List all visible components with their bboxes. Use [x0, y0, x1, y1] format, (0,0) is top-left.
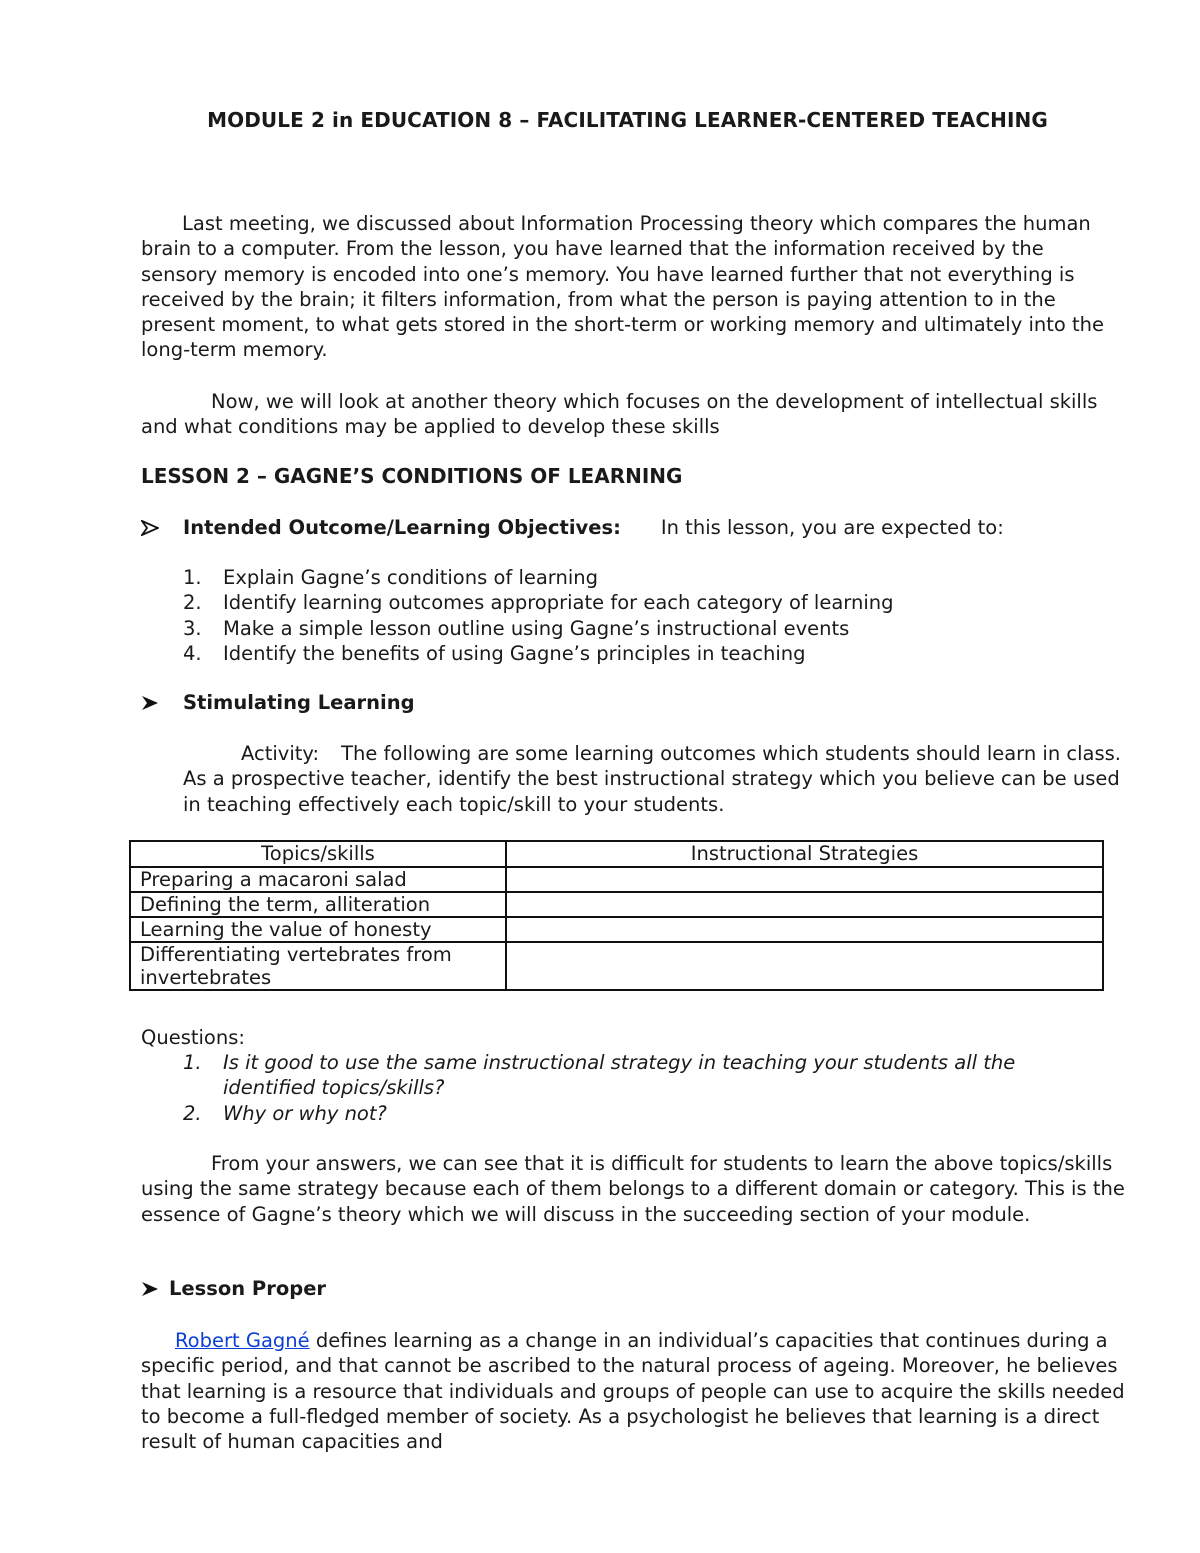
lesson-proper-text: defines learning as a change in an individual’s capacities that continues during a specific period, and that cannot be ascribed to the natural process of ageing. Moreover, he believes that learning is a resource that individuals and groups of people can use to acquire the skills needed to become a full-fledged member of society. As a psychologist he believes that learning is a direct result of human capacities and — [141, 1329, 1125, 1454]
stimulating-heading: Stimulating Learning — [183, 691, 415, 714]
transition-paragraph: Now, we will look at another theory which focuses on the development of intellectual skills and what conditions may be applied to develop these skills — [141, 390, 1098, 439]
questions-list — [183, 1050, 1113, 1126]
question-item: 1. Is it good to use the same instructional strategy in teaching your students all the identified topics/skills? — [183, 1051, 1016, 1100]
topic-cell: Defining the term, alliteration — [130, 892, 506, 917]
module-title: MODULE 2 in EDUCATION 8 – FACILITATING LEARNER-CENTERED TEACHING — [207, 108, 1048, 132]
robert-gagne-link[interactable]: Robert Gagné — [175, 1329, 310, 1352]
objectives-tail: In this lesson, you are expected to: — [660, 516, 1004, 539]
table-row — [130, 892, 1103, 917]
answers-paragraph: From your answers, we can see that it is difficult for students to learn the above topics/skills using the same strategy because each of them belongs to a different domain or category. This is the essence of Gagne’s theory which we will discuss in the succeeding section of your module. — [141, 1152, 1125, 1226]
column-header-topics: Topics/skills — [130, 841, 506, 867]
lesson-proper-paragraph — [141, 1328, 1126, 1454]
topic-cell: Learning the value of honesty — [130, 917, 506, 942]
strategy-cell[interactable] — [506, 942, 1103, 990]
table-row — [130, 942, 1103, 990]
strategy-cell[interactable] — [506, 892, 1103, 917]
objective-item: 4. Identify the benefits of using Gagne’s principles in teaching — [183, 641, 806, 665]
activity-paragraph — [183, 741, 1123, 817]
topic-cell: Preparing a macaroni salad — [130, 867, 506, 892]
arrowhead-bullet-icon — [141, 516, 183, 541]
stimulating-heading-row — [141, 690, 415, 716]
arrowhead-bullet-icon — [141, 1277, 169, 1302]
lesson-proper-heading: Lesson Proper — [169, 1277, 327, 1300]
topic-cell: Differentiating vertebrates from invertebrates — [130, 942, 506, 990]
activity-label: Activity: — [241, 742, 320, 765]
intro-paragraph: Last meeting, we discussed about Information Processing theory which compares the human brain to a computer. From the lesson, you have learned that the information received by the sensory memory is encoded into one’s memory. You have learned further that not everything is received by the brain; it filters information, from what the person is paying attention to in the present moment, to what gets stored in the short-term or working memory and ultimately into the long-term memory. — [141, 212, 1105, 362]
table-row — [130, 867, 1103, 892]
table-row — [130, 917, 1103, 942]
objective-item: 3. Make a simple lesson outline using Gagne’s instructional events — [183, 616, 850, 640]
objectives-label: Intended Outcome/Learning Objectives: — [183, 516, 621, 539]
topics-strategies-table — [129, 840, 1104, 991]
objectives-list — [183, 565, 893, 666]
question-item: 2. Why or why not? — [183, 1101, 387, 1125]
strategy-cell[interactable] — [506, 917, 1103, 942]
strategy-cell[interactable] — [506, 867, 1103, 892]
table-header-row — [130, 841, 1103, 867]
objective-item: 1. Explain Gagne’s conditions of learning — [183, 566, 598, 589]
lesson-proper-heading-row — [141, 1276, 326, 1302]
column-header-strategies: Instructional Strategies — [506, 841, 1103, 867]
objectives-heading-row — [141, 515, 1004, 541]
arrowhead-bullet-icon — [141, 691, 183, 716]
lesson-heading: LESSON 2 – GAGNE’S CONDITIONS OF LEARNING — [141, 464, 683, 488]
activity-text: The following are some learning outcomes which students should learn in class. As a prospective teacher, identify the best instructional strategy which you believe can be used in teaching effectively each topic/skill to your students. — [183, 742, 1121, 816]
objective-item: 2. Identify learning outcomes appropriate for each category of learning — [183, 591, 894, 615]
questions-label: Questions: — [141, 1026, 245, 1049]
